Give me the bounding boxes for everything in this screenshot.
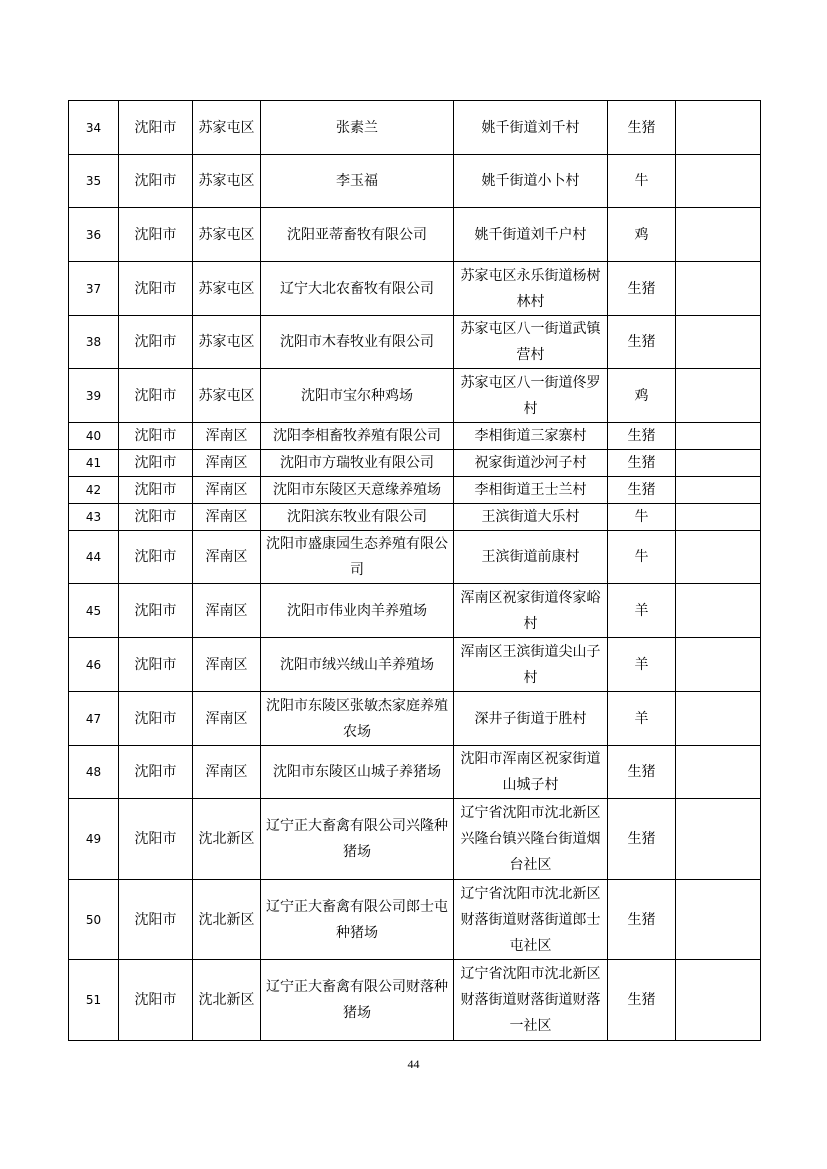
city-cell: 沈阳市 (119, 155, 193, 208)
remark-cell (676, 638, 761, 692)
address-cell: 辽宁省沈阳市沈北新区财落街道财落街道郎士屯社区 (454, 880, 608, 960)
remark-cell (676, 369, 761, 423)
farm-name-cell: 沈阳市伟业肉羊养殖场 (261, 584, 454, 638)
district-cell: 苏家屯区 (193, 369, 261, 423)
remark-cell (676, 692, 761, 746)
remark-cell (676, 584, 761, 638)
city-cell: 沈阳市 (119, 262, 193, 316)
row-number-cell: 41 (69, 450, 119, 477)
farm-name-cell: 辽宁大北农畜牧有限公司 (261, 262, 454, 316)
livestock-type-cell: 牛 (608, 155, 676, 208)
address-cell: 李相街道王士兰村 (454, 477, 608, 504)
table-row (69, 101, 761, 155)
table-row (69, 450, 761, 477)
remark-cell (676, 746, 761, 799)
address-cell: 苏家屯区八一街道佟罗村 (454, 369, 608, 423)
city-cell: 沈阳市 (119, 746, 193, 799)
livestock-type-cell: 羊 (608, 692, 676, 746)
remark-cell (676, 155, 761, 208)
farm-name-cell: 沈阳市盛康园生态养殖有限公司 (261, 531, 454, 584)
remark-cell (676, 477, 761, 504)
city-cell: 沈阳市 (119, 316, 193, 369)
district-cell: 沈北新区 (193, 880, 261, 960)
livestock-type-cell: 生猪 (608, 477, 676, 504)
address-cell: 祝家街道沙河子村 (454, 450, 608, 477)
farm-name-cell: 沈阳市东陵区天意缘养殖场 (261, 477, 454, 504)
district-cell: 苏家屯区 (193, 208, 261, 262)
table-row (69, 584, 761, 638)
table-body (69, 101, 761, 1041)
row-number-cell: 49 (69, 799, 119, 880)
district-cell: 苏家屯区 (193, 316, 261, 369)
district-cell: 浑南区 (193, 423, 261, 450)
livestock-type-cell: 生猪 (608, 262, 676, 316)
table-row (69, 477, 761, 504)
city-cell: 沈阳市 (119, 369, 193, 423)
city-cell: 沈阳市 (119, 880, 193, 960)
remark-cell (676, 101, 761, 155)
table-row (69, 799, 761, 880)
remark-cell (676, 262, 761, 316)
farm-name-cell: 沈阳市木春牧业有限公司 (261, 316, 454, 369)
table-row (69, 262, 761, 316)
district-cell: 浑南区 (193, 746, 261, 799)
farm-name-cell: 沈阳市东陵区山城子养猪场 (261, 746, 454, 799)
farm-name-cell: 辽宁正大畜禽有限公司财落种猪场 (261, 960, 454, 1041)
row-number-cell: 47 (69, 692, 119, 746)
livestock-type-cell: 牛 (608, 531, 676, 584)
address-cell: 苏家屯区八一街道武镇营村 (454, 316, 608, 369)
remark-cell (676, 208, 761, 262)
livestock-type-cell: 生猪 (608, 880, 676, 960)
row-number-cell: 48 (69, 746, 119, 799)
city-cell: 沈阳市 (119, 504, 193, 531)
remark-cell (676, 504, 761, 531)
address-cell: 姚千街道小卜村 (454, 155, 608, 208)
address-cell: 浑南区王滨街道尖山子村 (454, 638, 608, 692)
row-number-cell: 42 (69, 477, 119, 504)
farm-name-cell: 沈阳李相畜牧养殖有限公司 (261, 423, 454, 450)
row-number-cell: 40 (69, 423, 119, 450)
city-cell: 沈阳市 (119, 101, 193, 155)
row-number-cell: 50 (69, 880, 119, 960)
remark-cell (676, 960, 761, 1041)
farm-name-cell: 沈阳市宝尔种鸡场 (261, 369, 454, 423)
farm-name-cell: 沈阳亚蒂畜牧有限公司 (261, 208, 454, 262)
city-cell: 沈阳市 (119, 960, 193, 1041)
farm-name-cell: 沈阳市绒兴绒山羊养殖场 (261, 638, 454, 692)
address-cell: 李相街道三家寨村 (454, 423, 608, 450)
district-cell: 浑南区 (193, 638, 261, 692)
row-number-cell: 39 (69, 369, 119, 423)
livestock-type-cell: 生猪 (608, 423, 676, 450)
table-row (69, 155, 761, 208)
livestock-type-cell: 生猪 (608, 316, 676, 369)
district-cell: 苏家屯区 (193, 155, 261, 208)
livestock-type-cell: 羊 (608, 584, 676, 638)
row-number-cell: 35 (69, 155, 119, 208)
farm-name-cell: 沈阳滨东牧业有限公司 (261, 504, 454, 531)
table-row (69, 423, 761, 450)
district-cell: 浑南区 (193, 531, 261, 584)
remark-cell (676, 531, 761, 584)
city-cell: 沈阳市 (119, 477, 193, 504)
address-cell: 苏家屯区永乐街道杨树林村 (454, 262, 608, 316)
address-cell: 浑南区祝家街道佟家峪村 (454, 584, 608, 638)
table-row (69, 208, 761, 262)
address-cell: 辽宁省沈阳市沈北新区兴隆台镇兴隆台街道烟台社区 (454, 799, 608, 880)
address-cell: 沈阳市浑南区祝家街道山城子村 (454, 746, 608, 799)
city-cell: 沈阳市 (119, 638, 193, 692)
remark-cell (676, 799, 761, 880)
farm-name-cell: 辽宁正大畜禽有限公司兴隆种猪场 (261, 799, 454, 880)
row-number-cell: 38 (69, 316, 119, 369)
district-cell: 浑南区 (193, 504, 261, 531)
address-cell: 姚千街道刘千户村 (454, 208, 608, 262)
table-row (69, 369, 761, 423)
livestock-type-cell: 生猪 (608, 960, 676, 1041)
table-row (69, 880, 761, 960)
city-cell: 沈阳市 (119, 799, 193, 880)
address-cell: 辽宁省沈阳市沈北新区财落街道财落街道财落一社区 (454, 960, 608, 1041)
address-cell: 王滨街道大乐村 (454, 504, 608, 531)
district-cell: 沈北新区 (193, 960, 261, 1041)
livestock-type-cell: 生猪 (608, 746, 676, 799)
livestock-type-cell: 生猪 (608, 101, 676, 155)
city-cell: 沈阳市 (119, 450, 193, 477)
city-cell: 沈阳市 (119, 531, 193, 584)
page-number: 44 (407, 1057, 420, 1071)
table-row (69, 638, 761, 692)
city-cell: 沈阳市 (119, 423, 193, 450)
city-cell: 沈阳市 (119, 208, 193, 262)
district-cell: 苏家屯区 (193, 101, 261, 155)
table-row (69, 746, 761, 799)
farm-list-table (68, 100, 761, 1041)
address-cell: 深井子街道于胜村 (454, 692, 608, 746)
livestock-type-cell: 鸡 (608, 369, 676, 423)
district-cell: 浑南区 (193, 477, 261, 504)
livestock-type-cell: 鸡 (608, 208, 676, 262)
city-cell: 沈阳市 (119, 584, 193, 638)
table-row (69, 504, 761, 531)
livestock-type-cell: 生猪 (608, 799, 676, 880)
row-number-cell: 43 (69, 504, 119, 531)
remark-cell (676, 450, 761, 477)
city-cell: 沈阳市 (119, 692, 193, 746)
district-cell: 浑南区 (193, 584, 261, 638)
table-row (69, 692, 761, 746)
table-row (69, 316, 761, 369)
row-number-cell: 45 (69, 584, 119, 638)
remark-cell (676, 423, 761, 450)
district-cell: 苏家屯区 (193, 262, 261, 316)
remark-cell (676, 316, 761, 369)
address-cell: 王滨街道前康村 (454, 531, 608, 584)
livestock-type-cell: 羊 (608, 638, 676, 692)
livestock-type-cell: 牛 (608, 504, 676, 531)
address-cell: 姚千街道刘千村 (454, 101, 608, 155)
farm-name-cell: 张素兰 (261, 101, 454, 155)
farm-name-cell: 沈阳市东陵区张敏杰家庭养殖农场 (261, 692, 454, 746)
table-row (69, 960, 761, 1041)
row-number-cell: 44 (69, 531, 119, 584)
remark-cell (676, 880, 761, 960)
farm-name-cell: 沈阳市方瑞牧业有限公司 (261, 450, 454, 477)
table-row (69, 531, 761, 584)
district-cell: 浑南区 (193, 450, 261, 477)
row-number-cell: 51 (69, 960, 119, 1041)
row-number-cell: 34 (69, 101, 119, 155)
district-cell: 沈北新区 (193, 799, 261, 880)
row-number-cell: 46 (69, 638, 119, 692)
livestock-type-cell: 生猪 (608, 450, 676, 477)
district-cell: 浑南区 (193, 692, 261, 746)
farm-name-cell: 辽宁正大畜禽有限公司郎士屯种猪场 (261, 880, 454, 960)
row-number-cell: 37 (69, 262, 119, 316)
farm-name-cell: 李玉福 (261, 155, 454, 208)
row-number-cell: 36 (69, 208, 119, 262)
